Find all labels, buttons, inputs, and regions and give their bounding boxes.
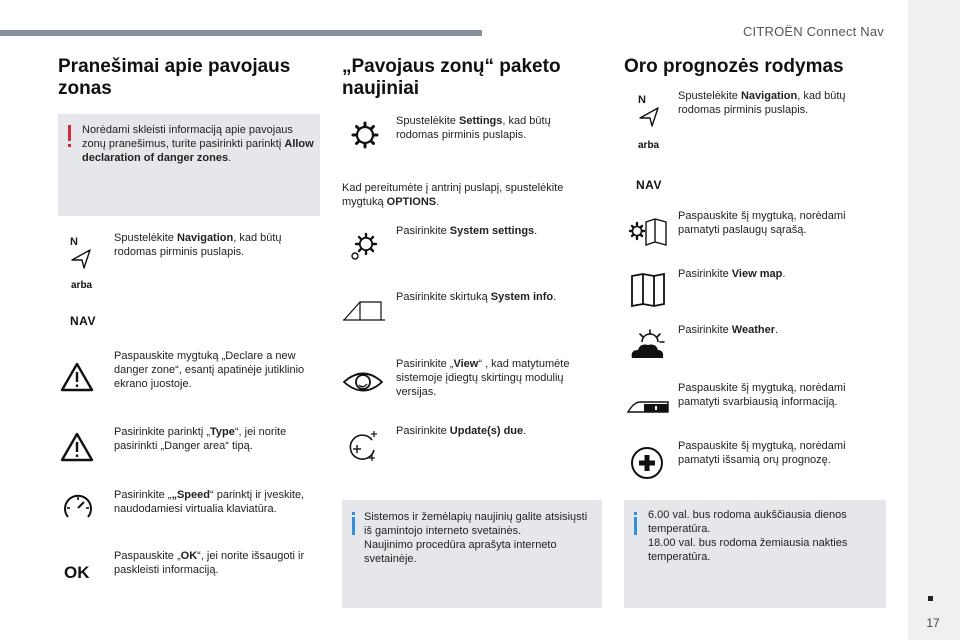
column-updates xyxy=(342,56,604,100)
brand-label: CITROËN Connect Nav xyxy=(742,24,884,39)
ok-step-text: Paspauskite „OK“, jei norite išsaugoti ir paskleisti informaciją. xyxy=(114,550,305,576)
info-mark-icon xyxy=(634,517,637,535)
danger-area-icon[interactable] xyxy=(60,432,94,462)
or-label: arba xyxy=(638,140,660,151)
or-label: arba xyxy=(71,280,93,291)
detailed-forecast-step-text: Paspauskite šį mygtuką, norėdami pamatyti išsamią orų prognozę. xyxy=(678,440,846,466)
view-eye-icon[interactable] xyxy=(342,367,384,397)
declare-step-text: Paspauskite mygtuką „Declare a new danger zone“, esantį apatinėje jutiklinio ekrano juostoje. xyxy=(114,350,305,390)
info-text: 6.00 val. bus rodoma aukščiausia dienos temperatūra. 18.00 val. bus rodoma žemiausia nakties temperatūra. xyxy=(648,509,848,563)
options-step-text: Kad pereitumėte į antrinį puslapį, spustelėkite mygtuką OPTIONS. xyxy=(342,182,564,208)
section-title: Pranešimai apie pavojaus zonas xyxy=(58,56,291,99)
system-settings-icon[interactable] xyxy=(346,232,380,262)
header-rule xyxy=(0,30,482,36)
view-step-text: Pasirinkite „View“ , kad matytumėte sistemoje įdiegtų skirtingų modulių versijas. xyxy=(396,358,570,398)
column-danger-zones xyxy=(58,56,320,100)
system-settings-step-text: Pasirinkite System settings. xyxy=(396,225,538,237)
weather-icon[interactable] xyxy=(628,328,668,362)
key-info-step-text: Paspauskite šį mygtuką, norėdami pamatyti svarbiausią informaciją. xyxy=(678,382,846,408)
navigation-icon[interactable] xyxy=(68,236,94,272)
section-title: Oro prognozės rodymas xyxy=(624,56,844,77)
key-info-tab-icon[interactable] xyxy=(626,396,670,416)
update-step-text: Pasirinkite Update(s) due. xyxy=(396,425,527,437)
section-title: „Pavojaus zonų“ paketo naujiniai xyxy=(342,56,561,99)
services-gear-map-icon[interactable] xyxy=(628,216,668,248)
page-marker xyxy=(928,596,933,601)
settings-step-text: Spustelėkite Settings, kad būtų rodomas pirminis puslapis. xyxy=(396,115,551,141)
north-letter: N xyxy=(70,236,78,248)
page-number: 17 xyxy=(926,616,940,630)
nav-button-label[interactable]: NAV xyxy=(636,178,662,192)
warning-triangle-icon[interactable] xyxy=(60,362,94,392)
nav-step-text: Spustelėkite Navigation, kad būtų rodomas pirminis puslapis. xyxy=(678,90,846,116)
warning-mark-icon xyxy=(68,125,71,141)
speedometer-icon[interactable] xyxy=(62,492,94,524)
notice-text: Norėdami skleisti informaciją apie pavojaus zonų pranešimus, turite pasirinkti parinktį Allow declaration of danger zones. xyxy=(82,124,314,164)
weather-step-text: Pasirinkite Weather. xyxy=(678,324,779,336)
info-text: Sistemos ir žemėlapių naujinių galite atsisiųsti iš gamintojo interneto svetainės. Naujinimo procedūra aprašyta interneto svetainėje. xyxy=(364,511,588,565)
side-strip xyxy=(908,0,960,640)
add-plus-icon[interactable] xyxy=(630,446,664,480)
services-step-text: Paspauskite šį mygtuką, norėdami pamatyti paslaugų sąrašą. xyxy=(678,210,846,236)
ok-button-label[interactable]: OK xyxy=(64,563,90,582)
system-info-step-text: Pasirinkite skirtuką System info. xyxy=(396,291,557,303)
column-weather xyxy=(624,56,886,78)
type-step-text: Pasirinkite parinktį „Type“, jei norite pasirinkti „Danger area“ tipą. xyxy=(114,426,287,452)
system-info-tab-icon[interactable] xyxy=(342,298,386,322)
nav-button-label[interactable]: NAV xyxy=(70,314,96,328)
update-refresh-icon[interactable] xyxy=(344,428,380,464)
navigation-icon[interactable] xyxy=(636,94,662,130)
nav-step-text: Spustelėkite Navigation, kad būtų rodomas pirminis puslapis. xyxy=(114,232,282,258)
north-letter: N xyxy=(638,94,646,106)
settings-gear-icon[interactable] xyxy=(350,120,380,150)
info-notice xyxy=(624,500,886,608)
info-mark-icon xyxy=(352,517,355,535)
warning-notice xyxy=(58,114,320,216)
speed-step-text: Pasirinkite „„Speed“ parinktį ir įveskite, naudodamiesi virtualia klaviatūra. xyxy=(114,489,305,515)
view-map-icon[interactable] xyxy=(630,272,666,308)
info-notice xyxy=(342,500,602,608)
view-map-step-text: Pasirinkite View map. xyxy=(678,268,786,280)
